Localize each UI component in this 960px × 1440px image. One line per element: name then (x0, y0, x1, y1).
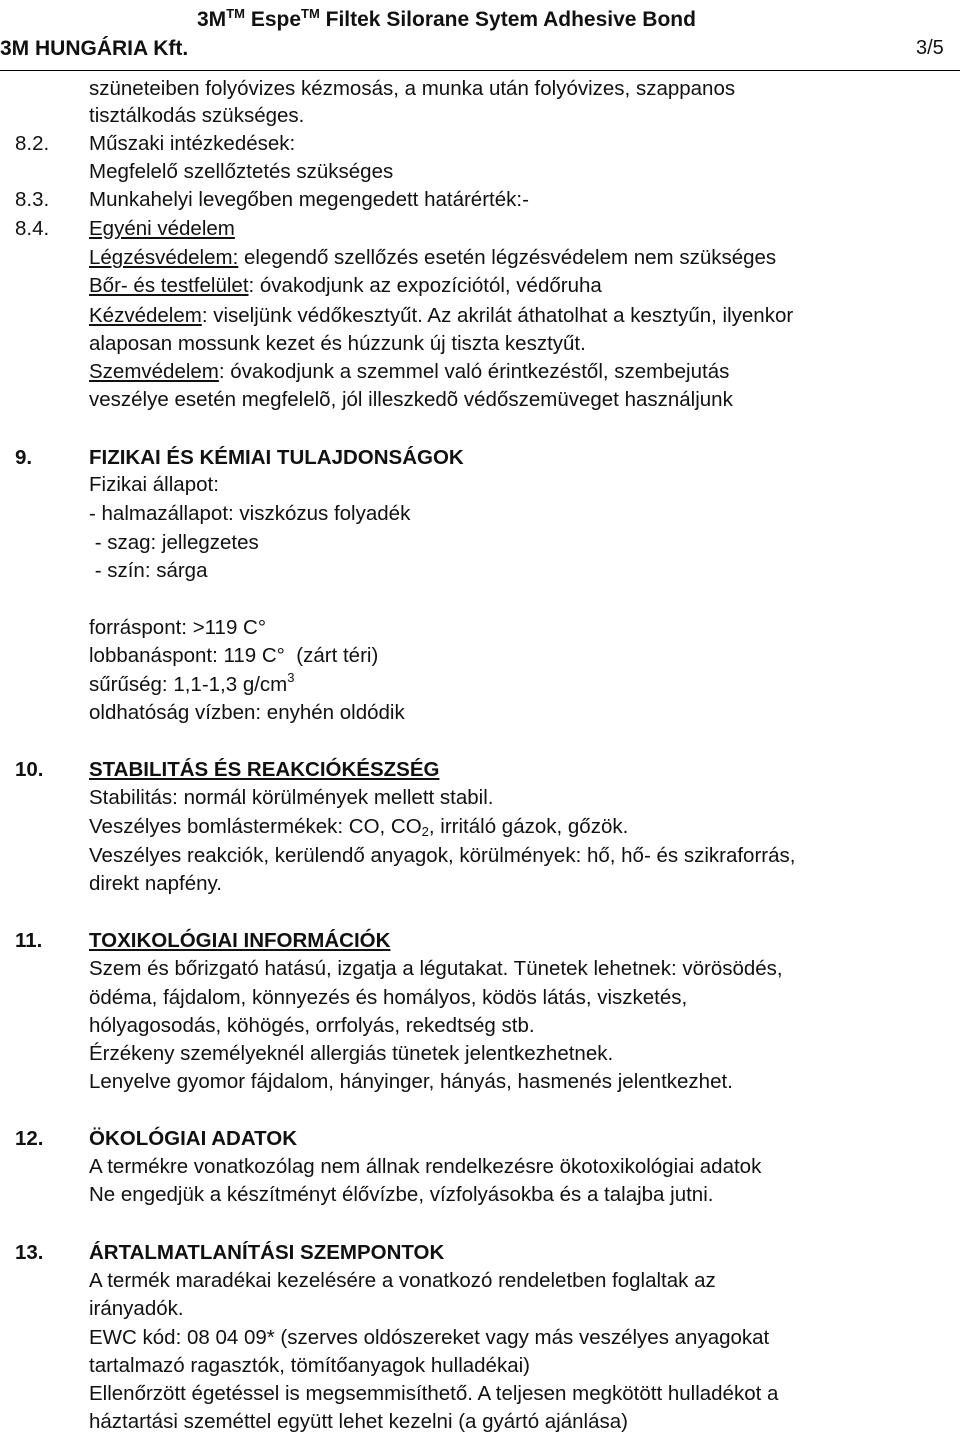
text-line: Szem és bőrizgató hatású, izgatja a légutakat. Tünetek lehetnek: vörösödés, (89, 957, 783, 980)
text-span: sűrűség: 1,1-1,3 g/cm (89, 673, 288, 696)
section-title: ÁRTALMATLANÍTÁSI SZEMPONTOK (89, 1241, 445, 1264)
text-line (89, 245, 776, 271)
text-line: Stabilitás: normál körülmények mellett stabil. (89, 786, 494, 809)
text-span: : viseljünk védőkesztyűt. Az akrilát áthatolhat a kesztyűn, ilyenkor (201, 304, 794, 327)
section-title: TOXIKOLÓGIAI INFORMÁCIÓK (89, 929, 391, 952)
subheading: Műszaki intézkedések: (89, 132, 296, 155)
section-number: 9. (15, 446, 33, 469)
section-number: 12. (15, 1127, 44, 1150)
text-line (89, 359, 729, 385)
brand-espe: Espe (250, 8, 302, 31)
text-line: A termék maradékai kezelésére a vonatkozó rendeletben foglaltak az (89, 1269, 716, 1292)
item-number: 8.2. (15, 132, 50, 155)
trademark-mark: TM (226, 6, 245, 21)
superscript: 3 (287, 670, 295, 685)
text-span: : óvakodjunk az expozíciótól, védőruha (248, 274, 602, 297)
trademark-mark: TM (301, 6, 320, 21)
text-line: Ne engedjük a készítményt élővízbe, vízfolyásokba és a talajba jutni. (89, 1183, 714, 1206)
item-number: 8.4. (15, 217, 50, 240)
text-line: Veszélyes reakciók, kerülendő anyagok, körülmények: hő, hő- és szikraforrás, (89, 844, 796, 867)
subheading: Egyéni védelem (89, 217, 235, 240)
text-line (89, 672, 295, 698)
label-respiratory: Légzésvédelem: (89, 246, 239, 269)
subheading: Munkahelyi levegőben megengedett határérték:- (89, 188, 529, 211)
section-title: FIZIKAI ÉS KÉMIAI TULAJDONSÁGOK (89, 446, 464, 469)
text-span: Veszélyes bomlástermékek: CO, CO (89, 815, 422, 838)
text-span: : óvakodjunk a szemmel való érintkezéstől, szembejutás (218, 360, 730, 383)
section-number: 11. (15, 929, 43, 952)
company-name: 3M HUNGÁRIA Kft. (0, 37, 189, 60)
section-number: 13. (15, 1241, 44, 1264)
item-number: 8.3. (15, 188, 50, 211)
text-line (89, 303, 793, 329)
text-line: irányadók. (89, 1297, 184, 1320)
text-line: Lenyelve gyomor fájdalom, hányinger, hányás, hasmenés jelentkezhet. (89, 1070, 733, 1093)
text-line: veszélye esetén megfelelõ, jól illeszkedõ védőszemüveget használjunk (89, 388, 733, 411)
text-line: forráspont: >119 C° (89, 616, 267, 639)
text-line (89, 814, 628, 840)
text-line: alaposan mossunk kezet és húzzunk új tiszta kesztyűt. (89, 332, 586, 355)
text-line: szüneteiben folyóvizes kézmosás, a munka után folyóvizes, szappanos (89, 77, 736, 100)
text-span: elegendő szellőzés esetén légzésvédelem nem szükséges (238, 246, 777, 269)
document-title (197, 6, 696, 32)
text-line: tisztálkodás szükséges. (89, 104, 305, 127)
text-line: tartalmazó ragasztók, tömítőanyagok hulladékai) (89, 1354, 530, 1377)
section-title: STABILITÁS ÉS REAKCIÓKÉSZSÉG (89, 758, 440, 781)
text-line: - szín: sárga (89, 559, 208, 582)
text-span: , irritáló gázok, gőzök. (428, 815, 629, 838)
text-line: háztartási szeméttel együtt lehet kezelni (a gyártó ajánlása) (89, 1410, 628, 1433)
text-line: oldhatóság vízben: enyhén oldódik (89, 701, 405, 724)
brand-3m: 3M (197, 8, 227, 31)
text-line: ödéma, fájdalom, könnyezés és homályos, ködös látás, viszketés, (89, 986, 688, 1009)
label-skin: Bőr- és testfelület (89, 274, 249, 297)
text-line: - halmazállapot: viszkózus folyadék (89, 502, 411, 525)
text-line (89, 273, 602, 299)
text-line: - szag: jellegzetes (89, 531, 259, 554)
text-line: EWC kód: 08 04 09* (szerves oldószereket vagy más veszélyes anyagokat (89, 1326, 770, 1349)
section-number: 10. (15, 758, 44, 781)
text-line: lobbanáspont: 119 C° (zárt téri) (89, 644, 379, 667)
product-name: Filtek Silorane Sytem Adhesive Bond (325, 8, 696, 31)
text-line: Érzékeny személyeknél allergiás tünetek jelentkezhetnek. (89, 1042, 614, 1065)
text-line: hólyagosodás, köhögés, orrfolyás, rekedtség stb. (89, 1014, 535, 1037)
page-number: 3/5 (916, 37, 944, 59)
text-line: A termékre vonatkozólag nem állnak rendelkezésre ökotoxikológiai adatok (89, 1155, 762, 1178)
text-line: Fizikai állapot: (89, 473, 219, 496)
subscript: 2 (421, 824, 429, 839)
text-line: Ellenőrzött égetéssel is megsemmisíthető. A teljesen megkötött hulladékot a (89, 1382, 779, 1405)
text-line: direkt napfény. (89, 872, 222, 895)
text-line: Megfelelő szellőztetés szükséges (89, 160, 394, 183)
label-eye: Szemvédelem (89, 360, 219, 383)
label-hand: Kézvédelem (89, 304, 202, 327)
section-title: ÖKOLÓGIAI ADATOK (89, 1127, 298, 1150)
header-divider (0, 70, 960, 71)
